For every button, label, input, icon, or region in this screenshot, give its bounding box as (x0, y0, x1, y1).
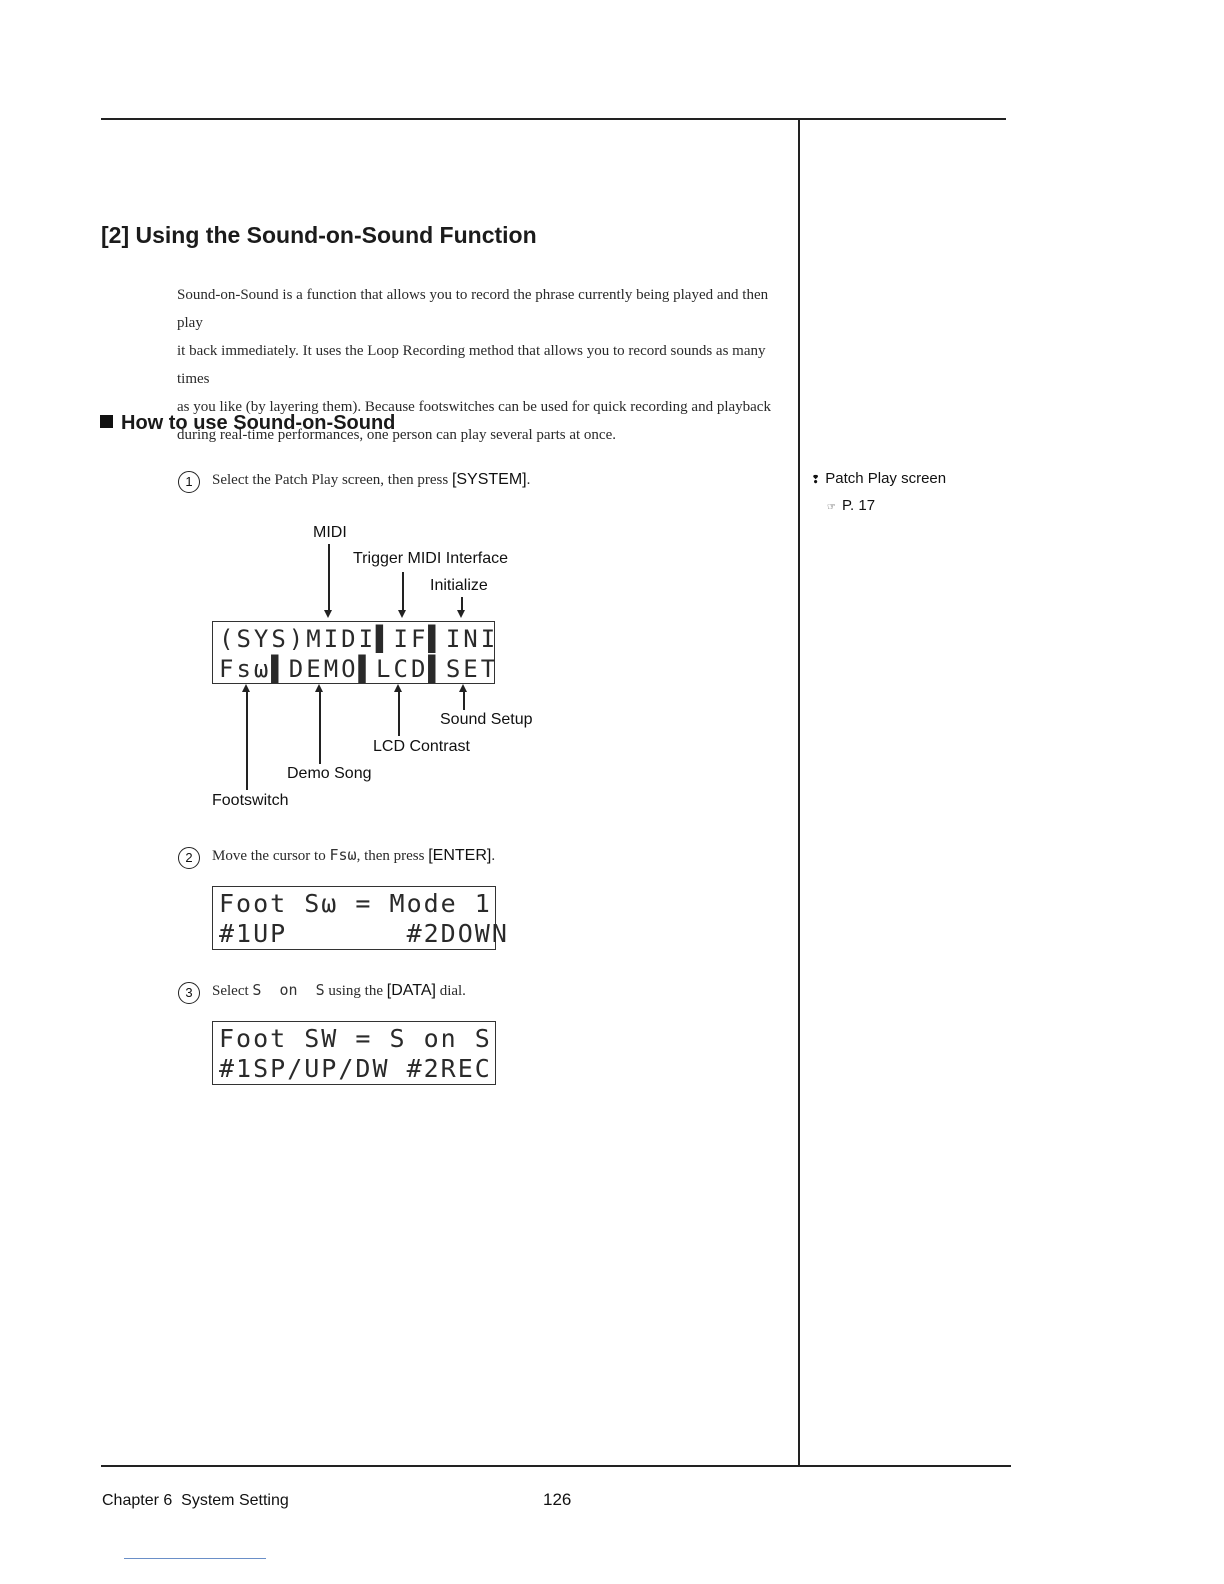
step-text: , then press (356, 848, 429, 864)
step-1 (178, 471, 530, 493)
step-number: 3 (178, 982, 200, 1004)
callout-midi: MIDI (313, 524, 347, 541)
lcd-line: #1SP/UP/DW #2REC (219, 1054, 492, 1083)
intro-line: Sound-on-Sound is a function that allows you to record the phrase currently being played and then play (177, 287, 769, 331)
step-end: dial. (435, 983, 466, 999)
footer-rule (101, 1465, 1011, 1467)
subheading (100, 412, 395, 435)
callout-line (463, 690, 465, 710)
lcd-line: Fsω▌DEMO▌LCD▌SET (219, 655, 499, 683)
step-end: . (526, 472, 531, 488)
callout-line (402, 572, 404, 612)
lcd-system-menu (212, 621, 499, 684)
intro-line: as you like (by layering them). Because footswitches can be used for quick recording and playback (177, 399, 771, 415)
footer-chapter: Chapter 6 System Setting (102, 1492, 289, 1509)
step-number: 2 (178, 847, 200, 869)
step-2 (178, 846, 495, 869)
sidebar-page-ref (827, 497, 875, 514)
lcd-foot-switch-sos (212, 1021, 496, 1085)
data-dial-key: [DATA] (386, 982, 436, 999)
page-number: 126 (543, 1490, 572, 1509)
sidebar-note-text: Patch Play screen (825, 470, 947, 487)
section-title: [2] Using the Sound-on-Sound Function (101, 222, 537, 248)
intro-line: during real-time performances, one person can play several parts at once. (177, 427, 616, 443)
arrow-down-icon (457, 610, 465, 618)
callout-footswitch: Footswitch (212, 792, 289, 809)
enter-key: [ENTER] (428, 847, 492, 864)
step-text: Move the cursor to (212, 848, 330, 864)
header-rule (101, 118, 1006, 120)
step-text: Select the Patch Play screen, then press (212, 472, 452, 488)
step-text: Select (212, 983, 253, 999)
system-key: [SYSTEM] (451, 471, 527, 488)
lcd-inline-text: S on S (252, 981, 325, 999)
step-text: using the (324, 983, 387, 999)
arrow-down-icon (398, 610, 406, 618)
lcd-foot-switch-mode (212, 886, 509, 950)
callout-lcd-contrast: LCD Contrast (373, 738, 470, 755)
callout-demo-song: Demo Song (287, 765, 372, 782)
lcd-inline-text: Fsω (329, 846, 357, 864)
callout-line (319, 690, 321, 764)
intro-line: it back immediately. It uses the Loop Recording method that allows you to record sounds as many times (177, 343, 766, 387)
callout-line (246, 690, 248, 790)
arrow-down-icon (324, 610, 332, 618)
lcd-line: Foot Sω = Mode 1 (219, 889, 492, 918)
callout-line (398, 690, 400, 736)
callout-trigger-midi-interface: Trigger MIDI Interface (353, 550, 509, 567)
lcd-line: (SYS)MIDI▌IF▌INI (219, 625, 499, 653)
callout-line (328, 544, 330, 612)
callout-initialize: Initialize (430, 577, 488, 594)
callout-sound-setup: Sound Setup (440, 711, 533, 728)
pointing-hand-icon: ☞ (827, 502, 836, 513)
subheading-text: How to use Sound-on-Sound (121, 412, 396, 434)
sidebar-divider (798, 118, 800, 1466)
lcd-line: Foot SW = S on S (219, 1024, 492, 1053)
scan-mark (124, 1558, 266, 1559)
step-3 (178, 981, 466, 1004)
sidebar-ref-text: P. 17 (841, 497, 876, 514)
square-bullet-icon (100, 415, 113, 428)
sidebar-note (811, 470, 946, 487)
step-number: 1 (178, 471, 200, 493)
reference-icon: ❢ (811, 474, 821, 486)
lcd-line: #1UP #2DOWN (219, 919, 509, 948)
step-end: . (491, 848, 496, 864)
